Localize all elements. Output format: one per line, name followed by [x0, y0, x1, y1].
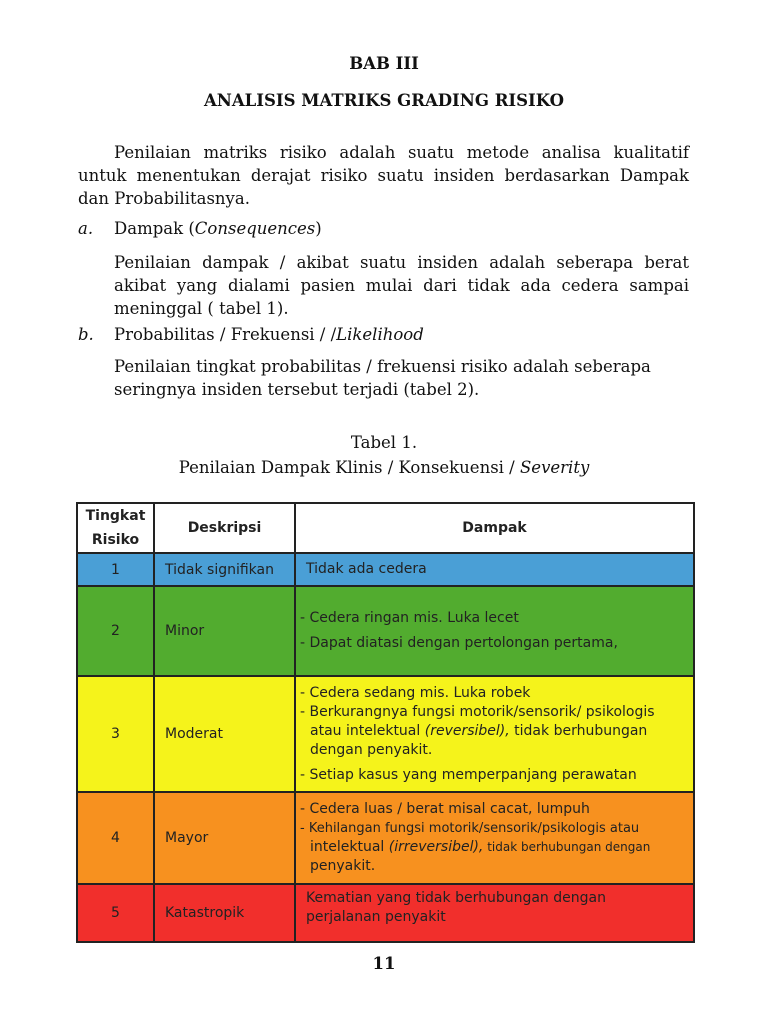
table-row: [77, 676, 694, 792]
risk-impact-cell: Tidak ada cedera: [295, 553, 694, 586]
item-b-marker: b.: [78, 325, 94, 344]
risk-level-cell: 5: [77, 884, 154, 942]
risk-level-cell: 2: [77, 586, 154, 676]
risk-description-cell: Katastropik: [154, 884, 295, 942]
item-b-paragraph: Penilaian tingkat probabilitas / frekuensi risiko adalah seberapa seringnya insiden tersebut terjadi (tabel 2).: [114, 357, 651, 399]
header-impact: Dampak: [295, 503, 694, 553]
risk-impact-cell: - Cedera sedang mis. Luka robek - Berkurangnya fungsi motorik/sensorik/ psikologis atau intelektual (reversibel), tidak berhubungan dengan penyakit. - Setiap kasus yang memperpanjang perawatan: [295, 676, 694, 792]
header-level: Tingkat Risiko: [77, 503, 154, 553]
table-row: [77, 884, 694, 942]
risk-level-cell: 3: [77, 676, 154, 792]
item-a-marker: a.: [78, 219, 94, 238]
risk-level-cell: 1: [77, 553, 154, 586]
table-header-row: [77, 503, 694, 553]
risk-impact-cell: - Cedera ringan mis. Luka lecet - Dapat diatasi dengan pertolongan pertama,: [295, 586, 694, 676]
intro-paragraph: Penilaian matriks risiko adalah suatu metode analisa kualitatif untuk menentukan derajat risiko suatu insiden berdasarkan Dampak dan Probabilitasnya.: [78, 143, 689, 208]
risk-level-cell: 4: [77, 792, 154, 884]
item-a-paragraph: Penilaian dampak / akibat suatu insiden adalah seberapa berat akibat yang dialami pasien mulai dari tidak ada cedera sampai meninggal ( tabel 1).: [114, 253, 689, 318]
item-b-heading: Probabilitas / Frekuensi / /Likelihood: [114, 325, 424, 344]
risk-description-cell: Mayor: [154, 792, 295, 884]
risk-description-cell: Moderat: [154, 676, 295, 792]
risk-description-cell: Minor: [154, 586, 295, 676]
table-row: [77, 586, 694, 676]
risk-description-cell: Tidak signifikan: [154, 553, 295, 586]
chapter-number: BAB III: [349, 54, 419, 73]
table-caption-number: Tabel 1.: [350, 433, 418, 452]
chapter-title: ANALISIS MATRIKS GRADING RISIKO: [203, 91, 565, 110]
item-a-heading: Dampak (Consequences): [114, 219, 322, 238]
risk-impact-cell: - Cedera luas / berat misal cacat, lumpuh - Kehilangan fungsi motorik/sensorik/psikologis atau intelektual (irreversibel), tidak berhubungan dengan penyakit.: [295, 792, 694, 884]
table-caption: [0, 430, 768, 480]
severity-table: [76, 502, 695, 943]
risk-impact-cell: Kematian yang tidak berhubungan dengan perjalanan penyakit: [295, 884, 694, 942]
table-caption-title: Penilaian Dampak Klinis / Konsekuensi / Severity: [178, 458, 590, 477]
page-number: 11: [372, 954, 396, 973]
table-row: [77, 792, 694, 884]
table-row: [77, 553, 694, 586]
header-description: Deskripsi: [154, 503, 295, 553]
